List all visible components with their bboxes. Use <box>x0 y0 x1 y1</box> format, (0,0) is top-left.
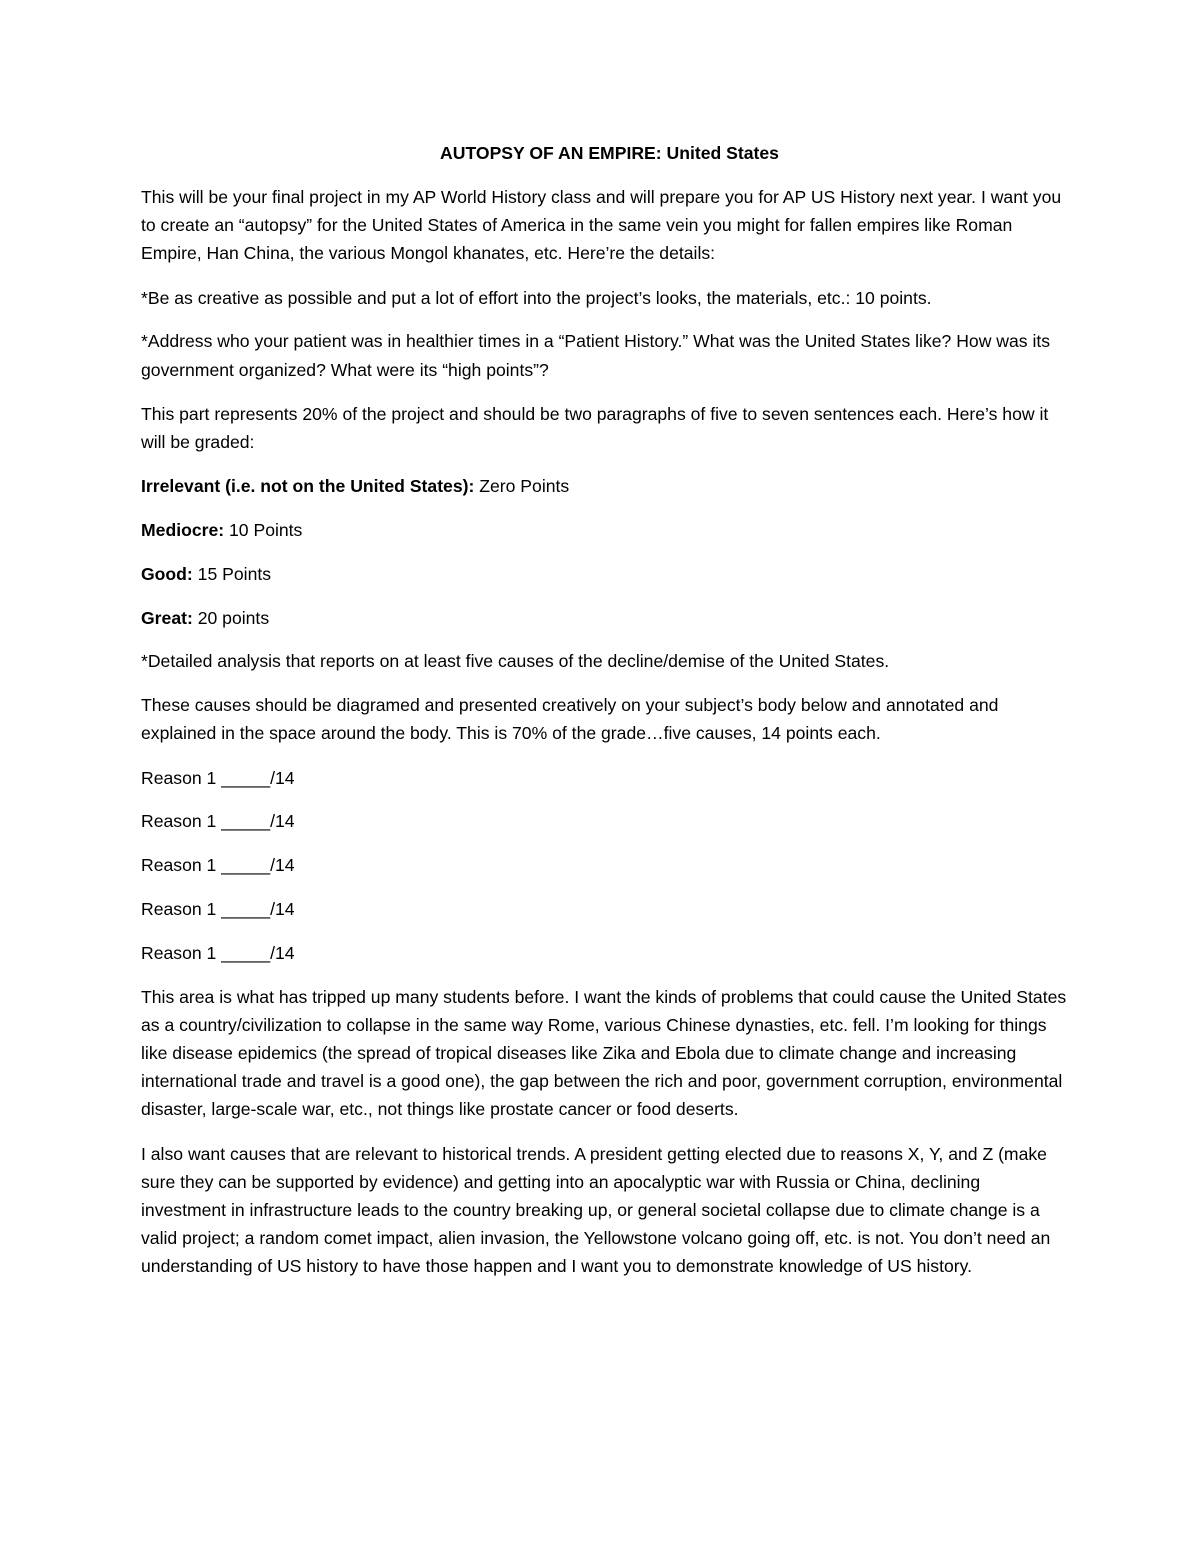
reason-line: Reason 1 _____/14 <box>141 767 295 788</box>
document-title: AUTOPSY OF AN EMPIRE: United States <box>440 143 779 163</box>
reason-line: Reason 1 _____/14 <box>141 855 295 876</box>
intro-paragraph: This will be your final project in my AP World History class and will prepare you for AP US History next year. I want you to create an “autopsy” for the United States of America in the same vein you might for fallen empires like Roman Empire, Han China, the various Mongol khanates, etc. Here’re the details: <box>141 187 1062 264</box>
grade-good <box>141 560 1070 588</box>
reason-line: Reason 1 _____/14 <box>141 899 295 919</box>
grade-value: Zero Points <box>474 476 570 497</box>
grade-label: Great: <box>141 607 193 628</box>
grade-label: Good: <box>141 563 193 584</box>
grade-mediocre <box>141 516 1070 544</box>
grade-label: Irrelevant (i.e. not on the United States): <box>141 476 475 497</box>
grade-label: Mediocre: <box>141 520 225 541</box>
reason-line: Reason 1 _____/14 <box>141 942 295 963</box>
grade-great <box>141 604 1070 632</box>
tripped-paragraph: This area is what has tripped up many students before. I want the kinds of problems that could cause the United States as a country/civilization to collapse in the same way Rome, various Chinese dynasties, etc. fell. I’m looking for things like disease epidemics (the spread of tropical diseases like Zika and Ebola due to climate change and increasing international trade and travel is a good one), the gap between the rich and poor, government corruption, environmental disaster, large-scale war, etc., not things like prostate cancer or food deserts. <box>141 986 1067 1120</box>
creative-requirement: *Be as creative as possible and put a lot of effort into the project’s looks, the materials, etc.: 10 points. <box>141 287 932 308</box>
grade-irrelevant <box>141 472 1070 500</box>
part-info-paragraph: This part represents 20% of the project and should be two paragraphs of five to seven sentences each. Here’s how it will be graded: <box>141 403 1049 453</box>
grade-value: 20 points <box>192 607 270 628</box>
historical-trends-paragraph: I also want causes that are relevant to historical trends. A president getting elected due to reasons X, Y, and Z (make sure they can be supported by evidence) and getting into an apocalyptic war with Russia or China, declining investment in infrastructure leads to the country breaking up, or general societal collapse due to climate change is a valid project; a random comet impact, alien invasion, the Yellowstone volcano going off, etc. is not. You don’t need an understanding of US history to have those happen and I want you to demonstrate knowledge of US history. <box>141 1143 1051 1277</box>
grade-value: 15 Points <box>192 563 272 584</box>
grade-value: 10 Points <box>224 520 303 541</box>
causes-paragraph: These causes should be diagramed and presented creatively on your subject’s body below and annotated and explained in the space around the body. This is 70% of the grade…five causes, 14 points each. <box>141 695 999 744</box>
analysis-requirement: *Detailed analysis that reports on at least five causes of the decline/demise of the United States. <box>141 651 890 672</box>
reason-line: Reason 1 _____/14 <box>141 811 295 832</box>
patient-history-requirement: *Address who your patient was in healthier times in a “Patient History.” What was the United States like? How was its government organized? What were its “high points”? <box>141 331 1051 380</box>
